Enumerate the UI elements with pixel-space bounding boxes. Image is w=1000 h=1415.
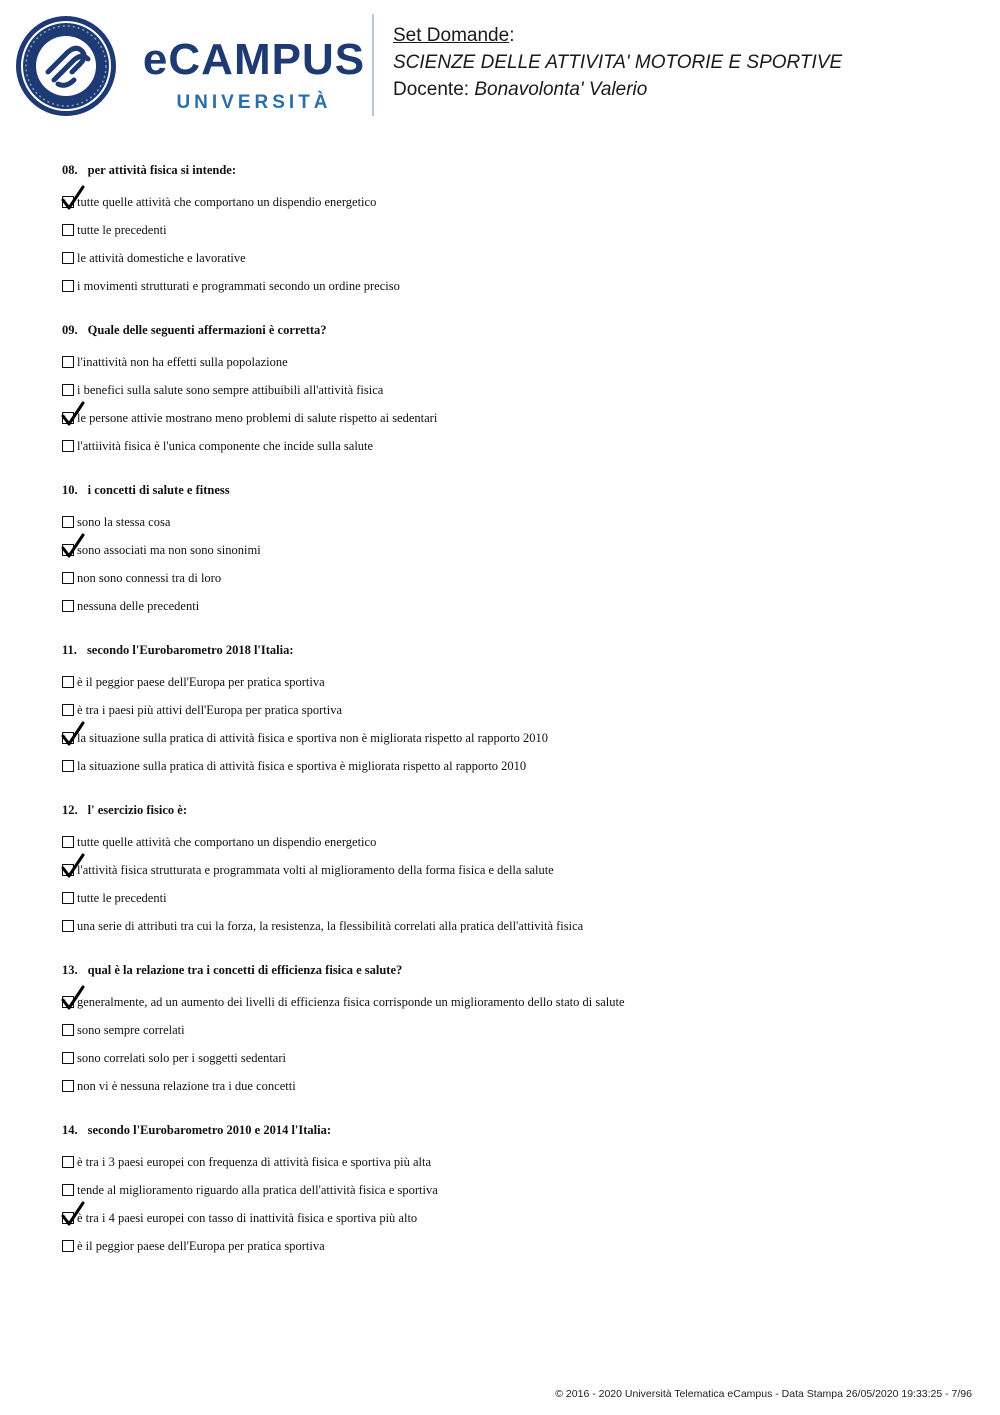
page-footer: © 2016 - 2020 Università Telematica eCampus - Data Stampa 26/05/2020 19:33:25 - 7/96 xyxy=(555,1388,972,1400)
answer-option[interactable] xyxy=(62,564,962,592)
question-title xyxy=(62,642,962,659)
answer-option[interactable] xyxy=(62,668,962,696)
answer-text: non vi è nessuna relazione tra i due concetti xyxy=(77,1078,296,1093)
ecampus-logo xyxy=(14,14,374,118)
question-text: secondo l'Eurobarometro 2018 l'Italia: xyxy=(86,643,294,657)
answer-option[interactable] xyxy=(62,856,962,884)
answer-option[interactable] xyxy=(62,828,962,856)
answer-text: è tra i 4 paesi europei con tasso di inattività fisica e sportiva più alto xyxy=(77,1210,418,1225)
teacher-name: Bonavolonta' Valerio xyxy=(474,79,648,100)
answer-option[interactable] xyxy=(62,884,962,912)
question-text: Quale delle seguenti affermazioni è corretta? xyxy=(87,323,327,337)
answer-option[interactable] xyxy=(62,1232,962,1260)
answer-text: tutte le precedenti xyxy=(77,222,167,237)
answer-option[interactable] xyxy=(62,696,962,724)
question-text: i concetti di salute e fitness xyxy=(87,483,230,497)
question-text: per attività fisica si intende: xyxy=(87,163,236,177)
answer-text: l'inattività non ha effetti sulla popolazione xyxy=(77,354,288,369)
answer-checkbox[interactable] xyxy=(62,676,74,688)
answer-checkbox[interactable] xyxy=(62,836,74,848)
question-title xyxy=(62,322,962,339)
question-number: 14. xyxy=(62,1123,78,1137)
answer-option[interactable] xyxy=(62,988,962,1016)
teacher-line xyxy=(393,76,983,103)
answer-checkbox[interactable] xyxy=(62,732,74,744)
answer-text: tutte quelle attività che comportano un dispendio energetico xyxy=(77,194,377,209)
answer-text: è il peggior paese dell'Europa per pratica sportiva xyxy=(77,674,325,689)
header-divider xyxy=(372,14,374,116)
answer-option[interactable] xyxy=(62,912,962,940)
answer-checkbox[interactable] xyxy=(62,412,74,424)
answer-option[interactable] xyxy=(62,508,962,536)
brand-name: eCAMPUS xyxy=(142,35,366,84)
answer-text: sono la stessa cosa xyxy=(77,514,171,529)
answer-checkbox[interactable] xyxy=(62,440,74,452)
answer-text: l'attività fisica strutturata e programmata volti al miglioramento della forma fisica e della salute xyxy=(77,862,554,877)
answer-option[interactable] xyxy=(62,1148,962,1176)
answer-option[interactable] xyxy=(62,724,962,752)
answer-text: i movimenti strutturati e programmati secondo un ordine preciso xyxy=(77,278,400,293)
answer-option[interactable] xyxy=(62,376,962,404)
answer-text: sono associati ma non sono sinonimi xyxy=(77,542,261,557)
question-item xyxy=(62,802,962,940)
answer-checkbox[interactable] xyxy=(62,356,74,368)
answer-option[interactable] xyxy=(62,592,962,620)
question-number: 13. xyxy=(62,963,78,977)
answer-checkbox[interactable] xyxy=(62,544,74,556)
question-item xyxy=(62,162,962,300)
question-item xyxy=(62,322,962,460)
question-text: qual è la relazione tra i concetti di efficienza fisica e salute? xyxy=(87,963,403,977)
answer-checkbox[interactable] xyxy=(62,252,74,264)
answer-checkbox[interactable] xyxy=(62,572,74,584)
question-item xyxy=(62,642,962,780)
question-number: 10. xyxy=(62,483,78,497)
answer-option[interactable] xyxy=(62,188,962,216)
answer-text: una serie di attributi tra cui la forza, la resistenza, la flessibilità correlati alla pratica dell'attività fisica xyxy=(77,918,584,933)
answer-text: sono sempre correlati xyxy=(77,1022,185,1037)
answer-checkbox[interactable] xyxy=(62,516,74,528)
question-list xyxy=(62,162,962,1282)
question-item xyxy=(62,482,962,620)
answer-text: i benefici sulla salute sono sempre attibuibili all'attività fisica xyxy=(77,382,384,397)
answer-text: la situazione sulla pratica di attività fisica e sportiva è migliorata rispetto al rapporto 2010 xyxy=(77,758,527,773)
answer-option[interactable] xyxy=(62,404,962,432)
answer-text: tutte quelle attività che comportano un dispendio energetico xyxy=(77,834,377,849)
question-item xyxy=(62,1122,962,1260)
answer-checkbox[interactable] xyxy=(62,892,74,904)
page-header xyxy=(0,0,1000,120)
answer-option[interactable] xyxy=(62,1204,962,1232)
answer-text: le attività domestiche e lavorative xyxy=(77,250,246,265)
answer-checkbox[interactable] xyxy=(62,280,74,292)
answer-text: è tra i paesi più attivi dell'Europa per pratica sportiva xyxy=(77,702,343,717)
answer-checkbox[interactable] xyxy=(62,1240,74,1252)
answer-option[interactable] xyxy=(62,1176,962,1204)
question-text: l' esercizio fisico è: xyxy=(87,803,188,817)
answer-text: sono correlati solo per i soggetti sedentari xyxy=(77,1050,286,1065)
answer-text: la situazione sulla pratica di attività fisica e sportiva non è migliorata rispetto al rapporto 2010 xyxy=(77,730,549,745)
answer-checkbox[interactable] xyxy=(62,1024,74,1036)
answer-option[interactable] xyxy=(62,1016,962,1044)
brand-subtitle: UNIVERSITÀ xyxy=(176,92,332,113)
answer-checkbox[interactable] xyxy=(62,1080,74,1092)
answer-text: è tra i 3 paesi europei con frequenza di attività fisica e sportiva più alta xyxy=(77,1154,432,1169)
answer-option[interactable] xyxy=(62,1072,962,1100)
answer-text: è il peggior paese dell'Europa per pratica sportiva xyxy=(77,1238,325,1253)
answer-text: l'attiività fisica è l'unica componente che incide sulla salute xyxy=(77,438,374,453)
set-title-line xyxy=(393,22,983,49)
answer-option[interactable] xyxy=(62,1044,962,1072)
answer-checkbox[interactable] xyxy=(62,760,74,772)
answer-text: nessuna delle precedenti xyxy=(77,598,200,613)
answer-checkbox[interactable] xyxy=(62,600,74,612)
answer-checkbox[interactable] xyxy=(62,920,74,932)
answer-text: tende al miglioramento riguardo alla pratica dell'attività fisica e sportiva xyxy=(77,1182,438,1197)
course-title: SCIENZE DELLE ATTIVITA' MOTORIE E SPORTIVE xyxy=(393,52,843,73)
question-title xyxy=(62,962,962,979)
set-label: Set Domande xyxy=(393,25,510,46)
question-number: 08. xyxy=(62,163,78,177)
answer-text: generalmente, ad un aumento dei livelli di efficienza fisica corrisponde un miglioramento dello stato di salute xyxy=(77,994,625,1009)
answer-checkbox[interactable] xyxy=(62,1156,74,1168)
answer-text: le persone attivie mostrano meno problemi di salute rispetto ai sedentari xyxy=(77,410,438,425)
brand-block xyxy=(134,36,374,116)
question-number: 11. xyxy=(62,643,77,657)
answer-checkbox[interactable] xyxy=(62,996,74,1008)
answer-option[interactable] xyxy=(62,244,962,272)
answer-checkbox[interactable] xyxy=(62,864,74,876)
answer-text: tutte le precedenti xyxy=(77,890,167,905)
answer-option[interactable] xyxy=(62,216,962,244)
answer-option[interactable] xyxy=(62,536,962,564)
question-item xyxy=(62,962,962,1100)
answer-checkbox[interactable] xyxy=(62,1212,74,1224)
answer-text: non sono connessi tra di loro xyxy=(77,570,222,585)
question-number: 09. xyxy=(62,323,78,337)
answer-option[interactable] xyxy=(62,272,962,300)
question-title xyxy=(62,802,962,819)
ecampus-emblem-icon xyxy=(14,14,124,118)
answer-checkbox[interactable] xyxy=(62,384,74,396)
answer-checkbox[interactable] xyxy=(62,1052,74,1064)
answer-checkbox[interactable] xyxy=(62,196,74,208)
question-number: 12. xyxy=(62,803,78,817)
answer-option[interactable] xyxy=(62,348,962,376)
question-title xyxy=(62,1122,962,1139)
teacher-label: Docente: xyxy=(393,79,475,100)
question-title xyxy=(62,162,962,179)
answer-option[interactable] xyxy=(62,432,962,460)
answer-checkbox[interactable] xyxy=(62,1184,74,1196)
question-text: secondo l'Eurobarometro 2010 e 2014 l'Italia: xyxy=(87,1123,332,1137)
set-colon: : xyxy=(509,25,515,46)
question-title xyxy=(62,482,962,499)
answer-option[interactable] xyxy=(62,752,962,780)
answer-checkbox[interactable] xyxy=(62,224,74,236)
header-info xyxy=(393,22,983,103)
answer-checkbox[interactable] xyxy=(62,704,74,716)
